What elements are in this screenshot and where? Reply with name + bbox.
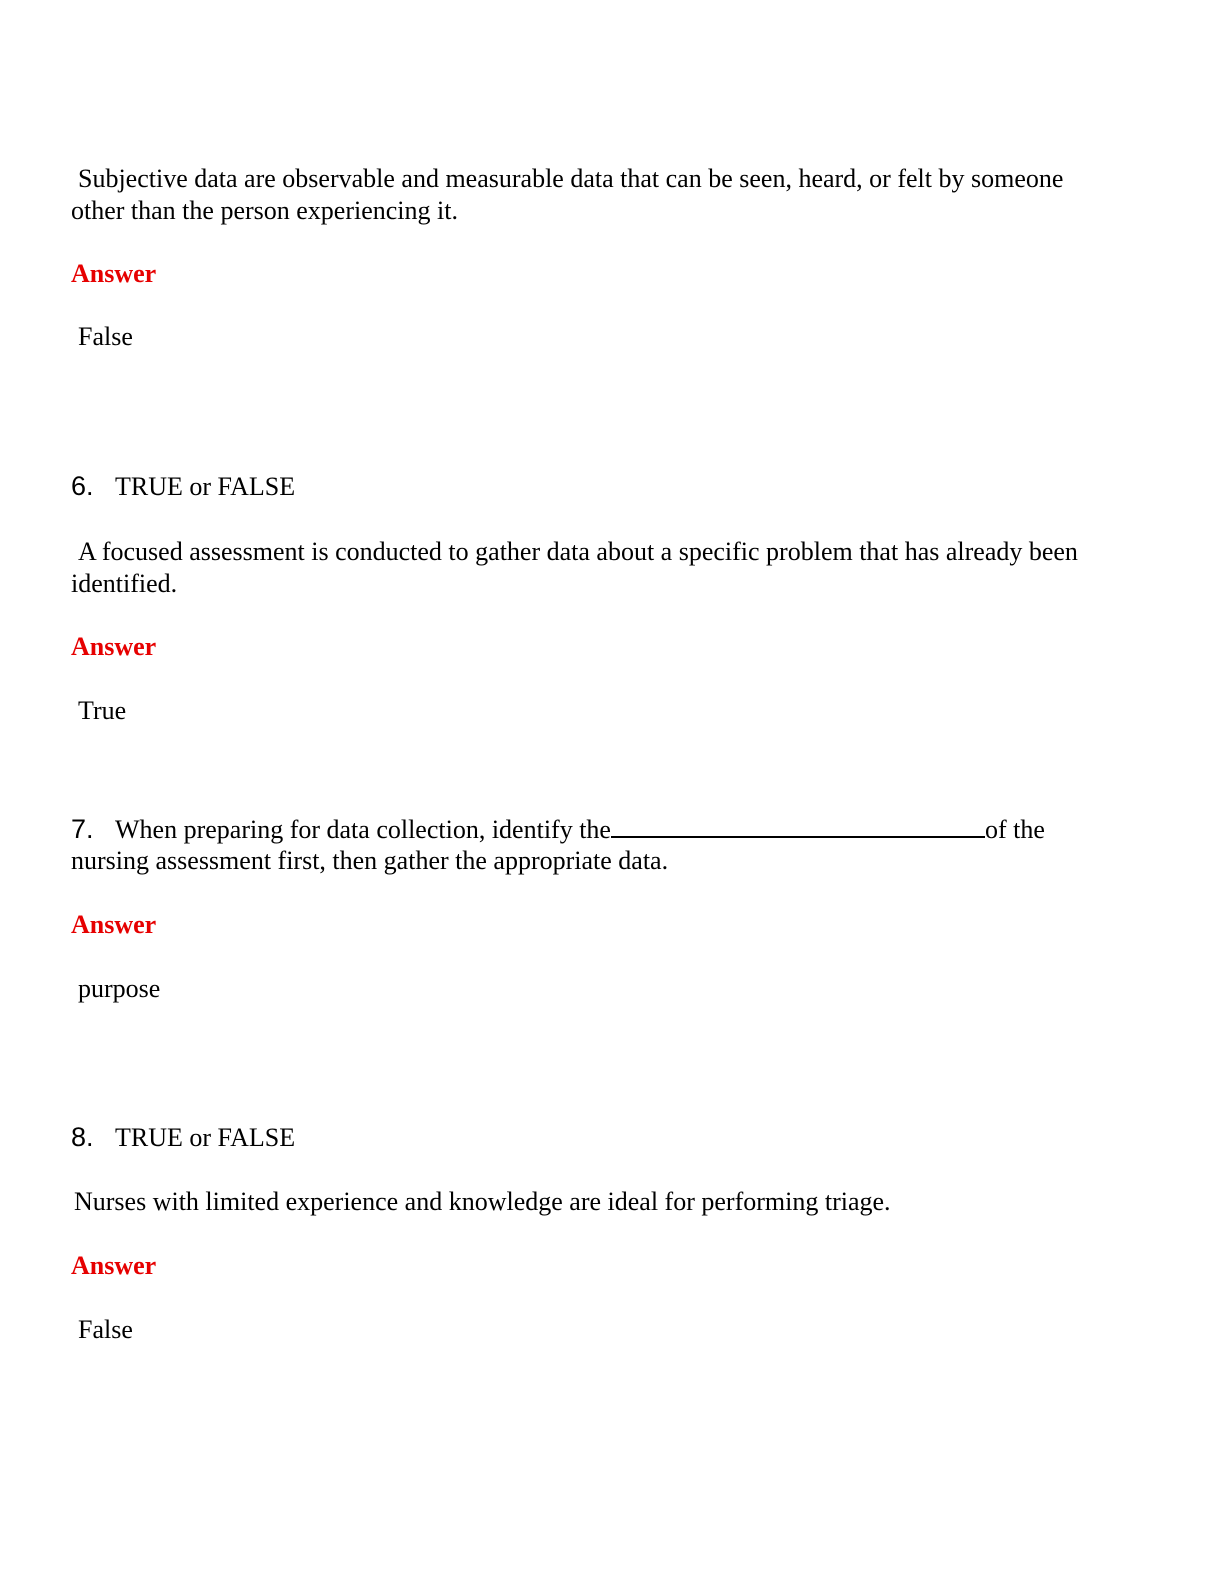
q6-statement-line1: A focused assessment is conducted to gather data about a specific problem that has already been [78, 537, 1078, 566]
q7-statement-line2: nursing assessment first, then gather the appropriate data. [71, 846, 669, 875]
q7-answer-label: Answer [71, 910, 157, 939]
q5-statement-line1: Subjective data are observable and measurable data that can be seen, heard, or felt by someone [78, 164, 1064, 193]
q8-answer-value: False [78, 1315, 133, 1344]
q8-number: 8. [71, 1122, 94, 1152]
q6-heading [71, 471, 295, 502]
q7-answer-value: purpose [78, 974, 161, 1003]
q6-statement-line2: identified. [71, 569, 178, 598]
q5-answer-label: Answer [71, 259, 157, 288]
q7-number: 7. [71, 814, 94, 844]
q5-answer-value: False [78, 322, 133, 351]
q6-answer-value: True [78, 696, 127, 725]
q8-heading [71, 1122, 295, 1153]
q5-statement-line2: other than the person experiencing it. [71, 196, 458, 225]
q7-text-after-blank: of the [984, 815, 1045, 844]
q8-type: TRUE or FALSE [115, 1123, 296, 1152]
q6-number: 6. [71, 471, 94, 501]
q7-text-before-blank: When preparing for data collection, identify the [115, 815, 611, 844]
q7-fill-in-blank [611, 816, 985, 838]
q6-answer-label: Answer [71, 632, 157, 661]
q7-statement-line1 [71, 814, 1045, 845]
q8-answer-label: Answer [71, 1251, 157, 1280]
q6-type: TRUE or FALSE [115, 472, 296, 501]
q8-statement: Nurses with limited experience and knowledge are ideal for performing triage. [74, 1187, 891, 1216]
